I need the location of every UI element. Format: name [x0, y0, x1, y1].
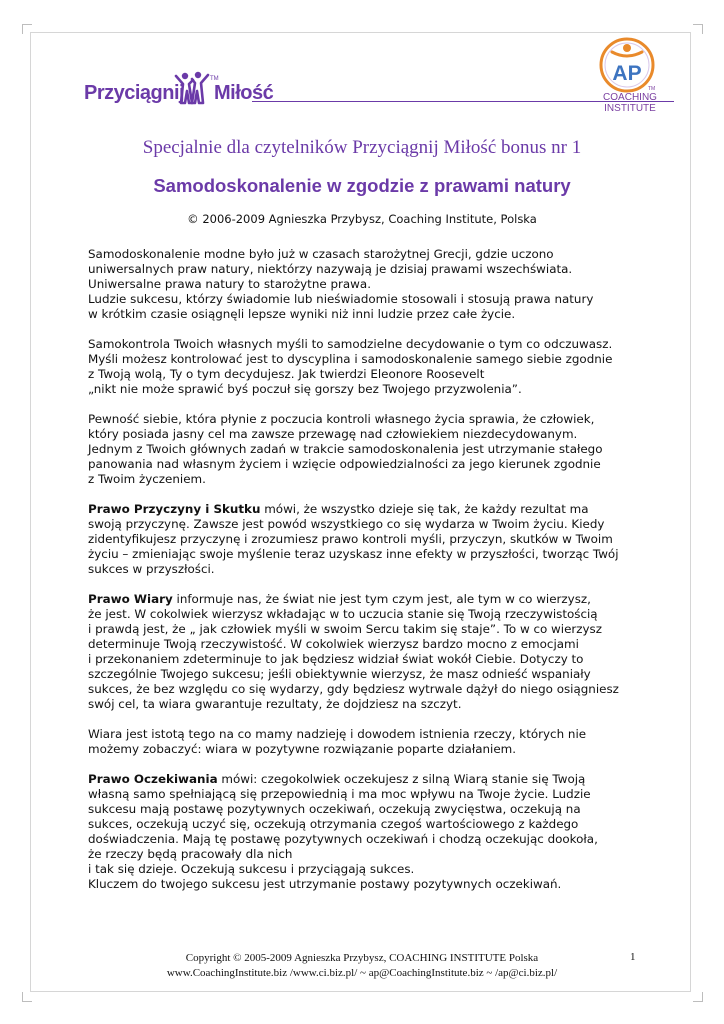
text-line: możemy zobaczyć: wiara w pozytywne rozwiązanie poparte działaniem. — [88, 742, 517, 756]
text-line: Samodoskonalenie modne było już w czasach starożytnej Grecji, gdzie uczono — [88, 247, 554, 261]
text-line: Ludzie sukcesu, którzy świadomie lub nieświadomie stosowali i stosują prawa natury — [88, 292, 594, 306]
text-line: w krótkim czasie osiągnęli lepsze wyniki niż inni ludzie przez całe życie. — [88, 307, 516, 321]
text-line: panowania nad własnym życiem i wzięcie odpowiedzialności za jego kierunek zgodnie — [88, 457, 601, 471]
text-line: że rzeczy będą pracowały dla nich — [88, 847, 293, 861]
crop-mark-bottom-right — [693, 992, 703, 1002]
paragraph-1 — [88, 247, 648, 322]
text-line: Uniwersalne prawa natury to starożytne prawa. — [88, 277, 371, 291]
text-line: doświadczenia. Mają tę postawę pozytywnych oczekiwań i chodzą oczekując dookoła, — [88, 832, 598, 846]
paragraph-law-expectation — [88, 772, 648, 892]
text-run: informuje nas, że świat nie jest tym czym jest, ale tym w co wierzysz, — [172, 592, 591, 606]
text-line: z Twoim życzeniem. — [88, 472, 206, 486]
text-line: Wiara jest istotą tego na co mamy nadzieję i dowodem istnienia rzeczy, których nie — [88, 727, 587, 741]
text-line: zidentyfikujesz przyczynę i zrozumiesz prawo kontroli myśli, przyczyn, skutków w Twoim — [88, 532, 613, 546]
footer-copyright: Copyright © 2005-2009 Agnieszka Przybysz, COACHING INSTITUTE Polska — [185, 952, 539, 964]
text-line: swoją przyczynę. Zawsze jest powód wszystkiego co się wydarza w Twoim życiu. Kiedy — [88, 517, 605, 531]
text-line: sukcesu mają postawę pozytywnych oczekiwań, oczekują zwycięstwa, oczekują na — [88, 802, 581, 816]
ci-logo-line1: COACHING — [603, 92, 657, 103]
text-line — [88, 502, 648, 517]
text-line: sukces, że bez względu co się wydarzy, gdy będziesz wytrwale dążył do niego osiągniesz — [88, 682, 619, 696]
ci-logo-letters: AP — [612, 62, 642, 85]
text-line: Pewność siebie, która płynie z poczucia kontroli własnego życia sprawia, że człowiek, — [88, 412, 595, 426]
text-line: szczególnie Twojego sukcesu; jeśli obiektywnie wierzysz, że masz odnieść wspaniały — [88, 667, 591, 681]
przyciagnij-milosc-logo — [84, 70, 589, 110]
text-line: że jest. W cokolwiek wierzysz wkładając w to uczucia stanie się Twoją rzeczywistością — [88, 607, 598, 621]
text-line: Jednym z Twoich głównych zadań w trakcie samodoskonalenia jest utrzymanie stałego — [88, 442, 603, 456]
text-run: mówi, że wszystko dzieje się tak, że każdy rezultat ma — [260, 502, 589, 516]
paragraph-6 — [88, 727, 648, 757]
logo-text-left: Przyciągnij — [84, 82, 185, 104]
text-line: determinuje Twoją rzeczywistość. W cokolwiek wierzysz bardzo mocno z emocjami — [88, 637, 579, 651]
paragraph-law-cause-effect — [88, 502, 648, 577]
text-line: swój cel, ta wiara gwarantuje rezultaty, że dojdziesz na szczyt. — [88, 697, 462, 711]
text-line: własną samo spełniającą się przepowiednią i ma moc wpływu na Twoje życie. Ludzie — [88, 787, 591, 801]
text-line: uniwersalnych praw natury, niektórzy nazywają je dzisiaj prawami wszechświata. — [88, 262, 573, 276]
text-line: Samokontrola Twoich własnych myśli to samodzielne decydowanie o tym co odczuwasz. — [88, 337, 613, 351]
text-line: i tak się dzieje. Oczekują sukcesu i przyciągają sukces. — [88, 862, 415, 876]
crop-mark-top-left — [22, 24, 32, 34]
logo-text-right: Miłość — [214, 82, 274, 104]
paragraph-3 — [88, 412, 648, 487]
text-line: „nikt nie może sprawić byś poczuł się gorszy bez Twojego przyzwolenia”. — [88, 382, 522, 396]
crop-mark-bottom-left — [22, 992, 32, 1002]
text-line: który posiada jasny cel ma zawsze przewagę nad człowiekiem niezdecydowanym. — [88, 427, 578, 441]
text-line: i prawdą jest, że „ jak człowiek myśli w swoim Sercu takim się staje”. To w co wierzysz — [88, 622, 602, 636]
text-line — [88, 592, 648, 607]
ci-trademark: TM — [648, 86, 656, 92]
text-run: mówi: czegokolwiek oczekujesz z silną Wiarą stanie się Twoją — [217, 772, 586, 786]
text-line: i przekonaniem zdeterminuje to jak będziesz widział świat wokół Ciebie. Dotyczy to — [88, 652, 584, 666]
text-line: sukces, oczekują uczyć się, oczekują otrzymania czegoś wartościowego z każdego — [88, 817, 579, 831]
text-line: życiu – zmieniając swoje myślenie teraz uzyskasz inne efekty w przyszłości, tworząc Twój — [88, 547, 619, 561]
logo-trademark: TM — [210, 76, 219, 82]
footer-contacts: www.CoachingInstitute.biz /www.ci.biz.pl/ ~ ap@CoachingInstitute.biz ~ /ap@ci.biz.pl/ — [166, 967, 558, 979]
text-line: z Twoją wolą, Ty o tym decydujesz. Jak twierdzi Eleonore Roosevelt — [88, 367, 485, 381]
law-heading: Prawo Wiary — [88, 592, 173, 606]
text-line: sukces w przyszłości. — [88, 562, 215, 576]
paragraph-2 — [88, 337, 648, 397]
subtitle: Specjalnie dla czytelników Przyciągnij Miłość bonus nr 1 — [142, 137, 582, 158]
document-title: Samodoskonalenie w zgodzie z prawami natury — [153, 175, 571, 196]
paragraph-law-belief — [88, 592, 648, 712]
document-body — [88, 247, 648, 892]
page-number: 1 — [630, 951, 636, 963]
page-footer — [0, 951, 724, 981]
text-line: Kluczem do twojego sukcesu jest utrzymanie postawy pozytywnych oczekiwań. — [88, 877, 562, 891]
copyright-notice: © 2006-2009 Agnieszka Przybysz, Coaching Institute, Polska — [187, 212, 537, 226]
crop-mark-top-right — [693, 24, 703, 34]
law-heading: Prawo Przyczyny i Skutku — [88, 502, 261, 516]
ci-logo-line2: INSTITUTE — [604, 103, 656, 114]
logo-figures-icon — [172, 70, 212, 106]
law-heading: Prawo Oczekiwania — [88, 772, 218, 786]
text-line — [88, 772, 648, 787]
text-line: Myśli możesz kontrolować jest to dyscyplina i samodoskonalenie samego siebie zgodnie — [88, 352, 613, 366]
